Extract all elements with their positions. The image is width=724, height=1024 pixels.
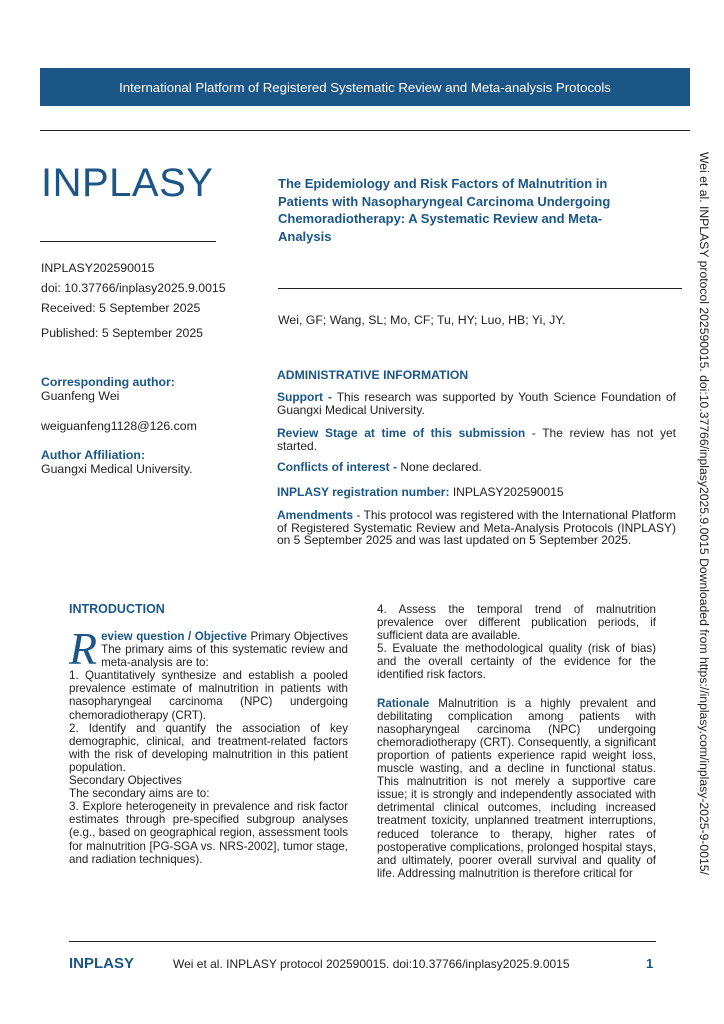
- introduction-heading: INTRODUCTION: [69, 602, 165, 616]
- amendments-label: Amendments: [277, 508, 354, 522]
- title-divider: [278, 288, 682, 289]
- intro-right-column: [377, 603, 656, 880]
- review-question-paragraph: [69, 623, 349, 674]
- rationale-paragraph: [377, 697, 656, 880]
- corresponding-author-name: Guanfeng Wei: [41, 389, 120, 403]
- header-banner: International Platform of Registered Systematic Review and Meta-analysis Protocols: [40, 68, 690, 106]
- conflicts-text: None declared.: [397, 460, 482, 474]
- review-question-text: Primary Objectives The primary aims of this systematic review and meta-analysis are to:: [101, 630, 349, 670]
- intro-left-column: [69, 623, 349, 866]
- review-stage-label: Review Stage at time of this submission: [277, 426, 526, 440]
- amendments-block: [277, 509, 676, 547]
- side-citation: Wei et al. INPLASY protocol 202590015. doi:10.37766/inplasy2025.9.0015 Downloaded from https://inplasy.com/inplasy-2025-9-0015/: [697, 152, 711, 875]
- objective-item-5: 5. Evaluate the methodological quality (risk of bias) and the overall certainty of the evidence for the identified risk factors.: [377, 642, 656, 682]
- corresponding-email: weiguanfeng1128@126.com: [41, 419, 197, 433]
- admin-heading: ADMINISTRATIVE INFORMATION: [277, 368, 469, 382]
- review-stage-text: - The review has not yet started.: [277, 426, 676, 453]
- author-list: Wei, GF; Wang, SL; Mo, CF; Tu, HY; Luo, HB; Yi, JY.: [278, 313, 566, 327]
- received-date: Received: 5 September 2025: [41, 301, 201, 315]
- conflicts-label: Conflicts of interest -: [277, 460, 398, 474]
- objective-item-2: 2. Identify and quantify the association of key demographic, clinical, and treatment-related factors with the risk of developing malnutrition in this patient population.: [69, 721, 348, 774]
- top-divider: [40, 130, 690, 131]
- registration-number-block: [277, 486, 676, 499]
- registration-number-label: INPLASY registration number:: [277, 485, 450, 499]
- objective-item-1: 1. Quantitatively synthesize and establish a pooled prevalence estimate of malnutrition in patients with nasopharyngeal carcinoma (NPC) undergoing chemoradiotherapy (CRT).: [69, 669, 348, 722]
- footer-logo: INPLASY: [69, 955, 135, 972]
- objective-item-3: 3. Explore heterogeneity in prevalence and risk factor estimates through pre-specified subgroup analyses (e.g., based on geographical region, assessment tools for malnutrition [PG-SGA vs. NRS-2002], tumor stage, and radiation techniques).: [69, 800, 348, 866]
- footer-citation: Wei et al. INPLASY protocol 202590015. doi:10.37766/inplasy2025.9.0015: [173, 957, 570, 971]
- logo-divider: [40, 241, 216, 242]
- secondary-objectives-intro: The secondary aims are to:: [69, 787, 210, 801]
- review-question-label: eview question / Objective: [101, 630, 247, 643]
- article-title: The Epidemiology and Risk Factors of Malnutrition in Patients with Nasopharyngeal Carcinoma Undergoing Chemoradiotherapy: A Systematic Review and Meta-Analysis: [278, 176, 611, 244]
- dropcap-letter: R: [69, 623, 98, 674]
- review-stage-block: [277, 427, 676, 452]
- support-text: This research was supported by Youth Science Foundation of Guangxi Medical University.: [277, 390, 676, 417]
- amendments-text: - This protocol was registered with the International Platform of Registered Systematic Review and Meta-Analysis Protocols (INPLASY) on 5 September 2025 and was last updated on 5 September 2025.: [277, 508, 676, 548]
- objective-item-4: 4. Assess the temporal trend of malnutrition prevalence over different publication periods, if sufficient data are available.: [377, 603, 656, 643]
- support-block: [277, 391, 676, 416]
- registration-number-text: INPLASY202590015: [449, 485, 564, 499]
- registration-id: INPLASY202590015: [41, 261, 155, 275]
- corresponding-author-label: Corresponding author:: [41, 375, 175, 389]
- affiliation-text: Guangxi Medical University.: [41, 462, 193, 476]
- page-number: 1: [646, 956, 654, 971]
- footer-divider: [69, 941, 656, 942]
- published-date: Published: 5 September 2025: [41, 326, 204, 340]
- inplasy-logo: INPLASY: [41, 161, 214, 205]
- rationale-label: Rationale: [377, 696, 430, 710]
- affiliation-label: Author Affiliation:: [41, 448, 146, 462]
- secondary-objectives-heading: Secondary Objectives: [69, 774, 182, 788]
- support-label: Support -: [277, 390, 332, 404]
- rationale-text: Malnutrition is a highly prevalent and debilitating complication among patients with nasopharyngeal carcinoma (NPC) undergoing chemoradiotherapy (CRT). Consequently, a significant proportion of patients experience rapid weight loss, muscle wasting, and a decline in functional status. This malnutrition is not merely a supportive care issue; it is strongly and independently associated with detrimental clinical outcomes, including increased treatment toxicity, unplanned treatment interruptions, reduced tolerance to therapy, higher rates of postoperative complications, prolonged hospital stays, and ultimately, poorer overall survival and quality of life. Addressing malnutrition is therefore critical for: [377, 696, 656, 880]
- doi-text: doi: 10.37766/inplasy2025.9.0015: [41, 281, 226, 295]
- conflicts-block: [277, 461, 676, 474]
